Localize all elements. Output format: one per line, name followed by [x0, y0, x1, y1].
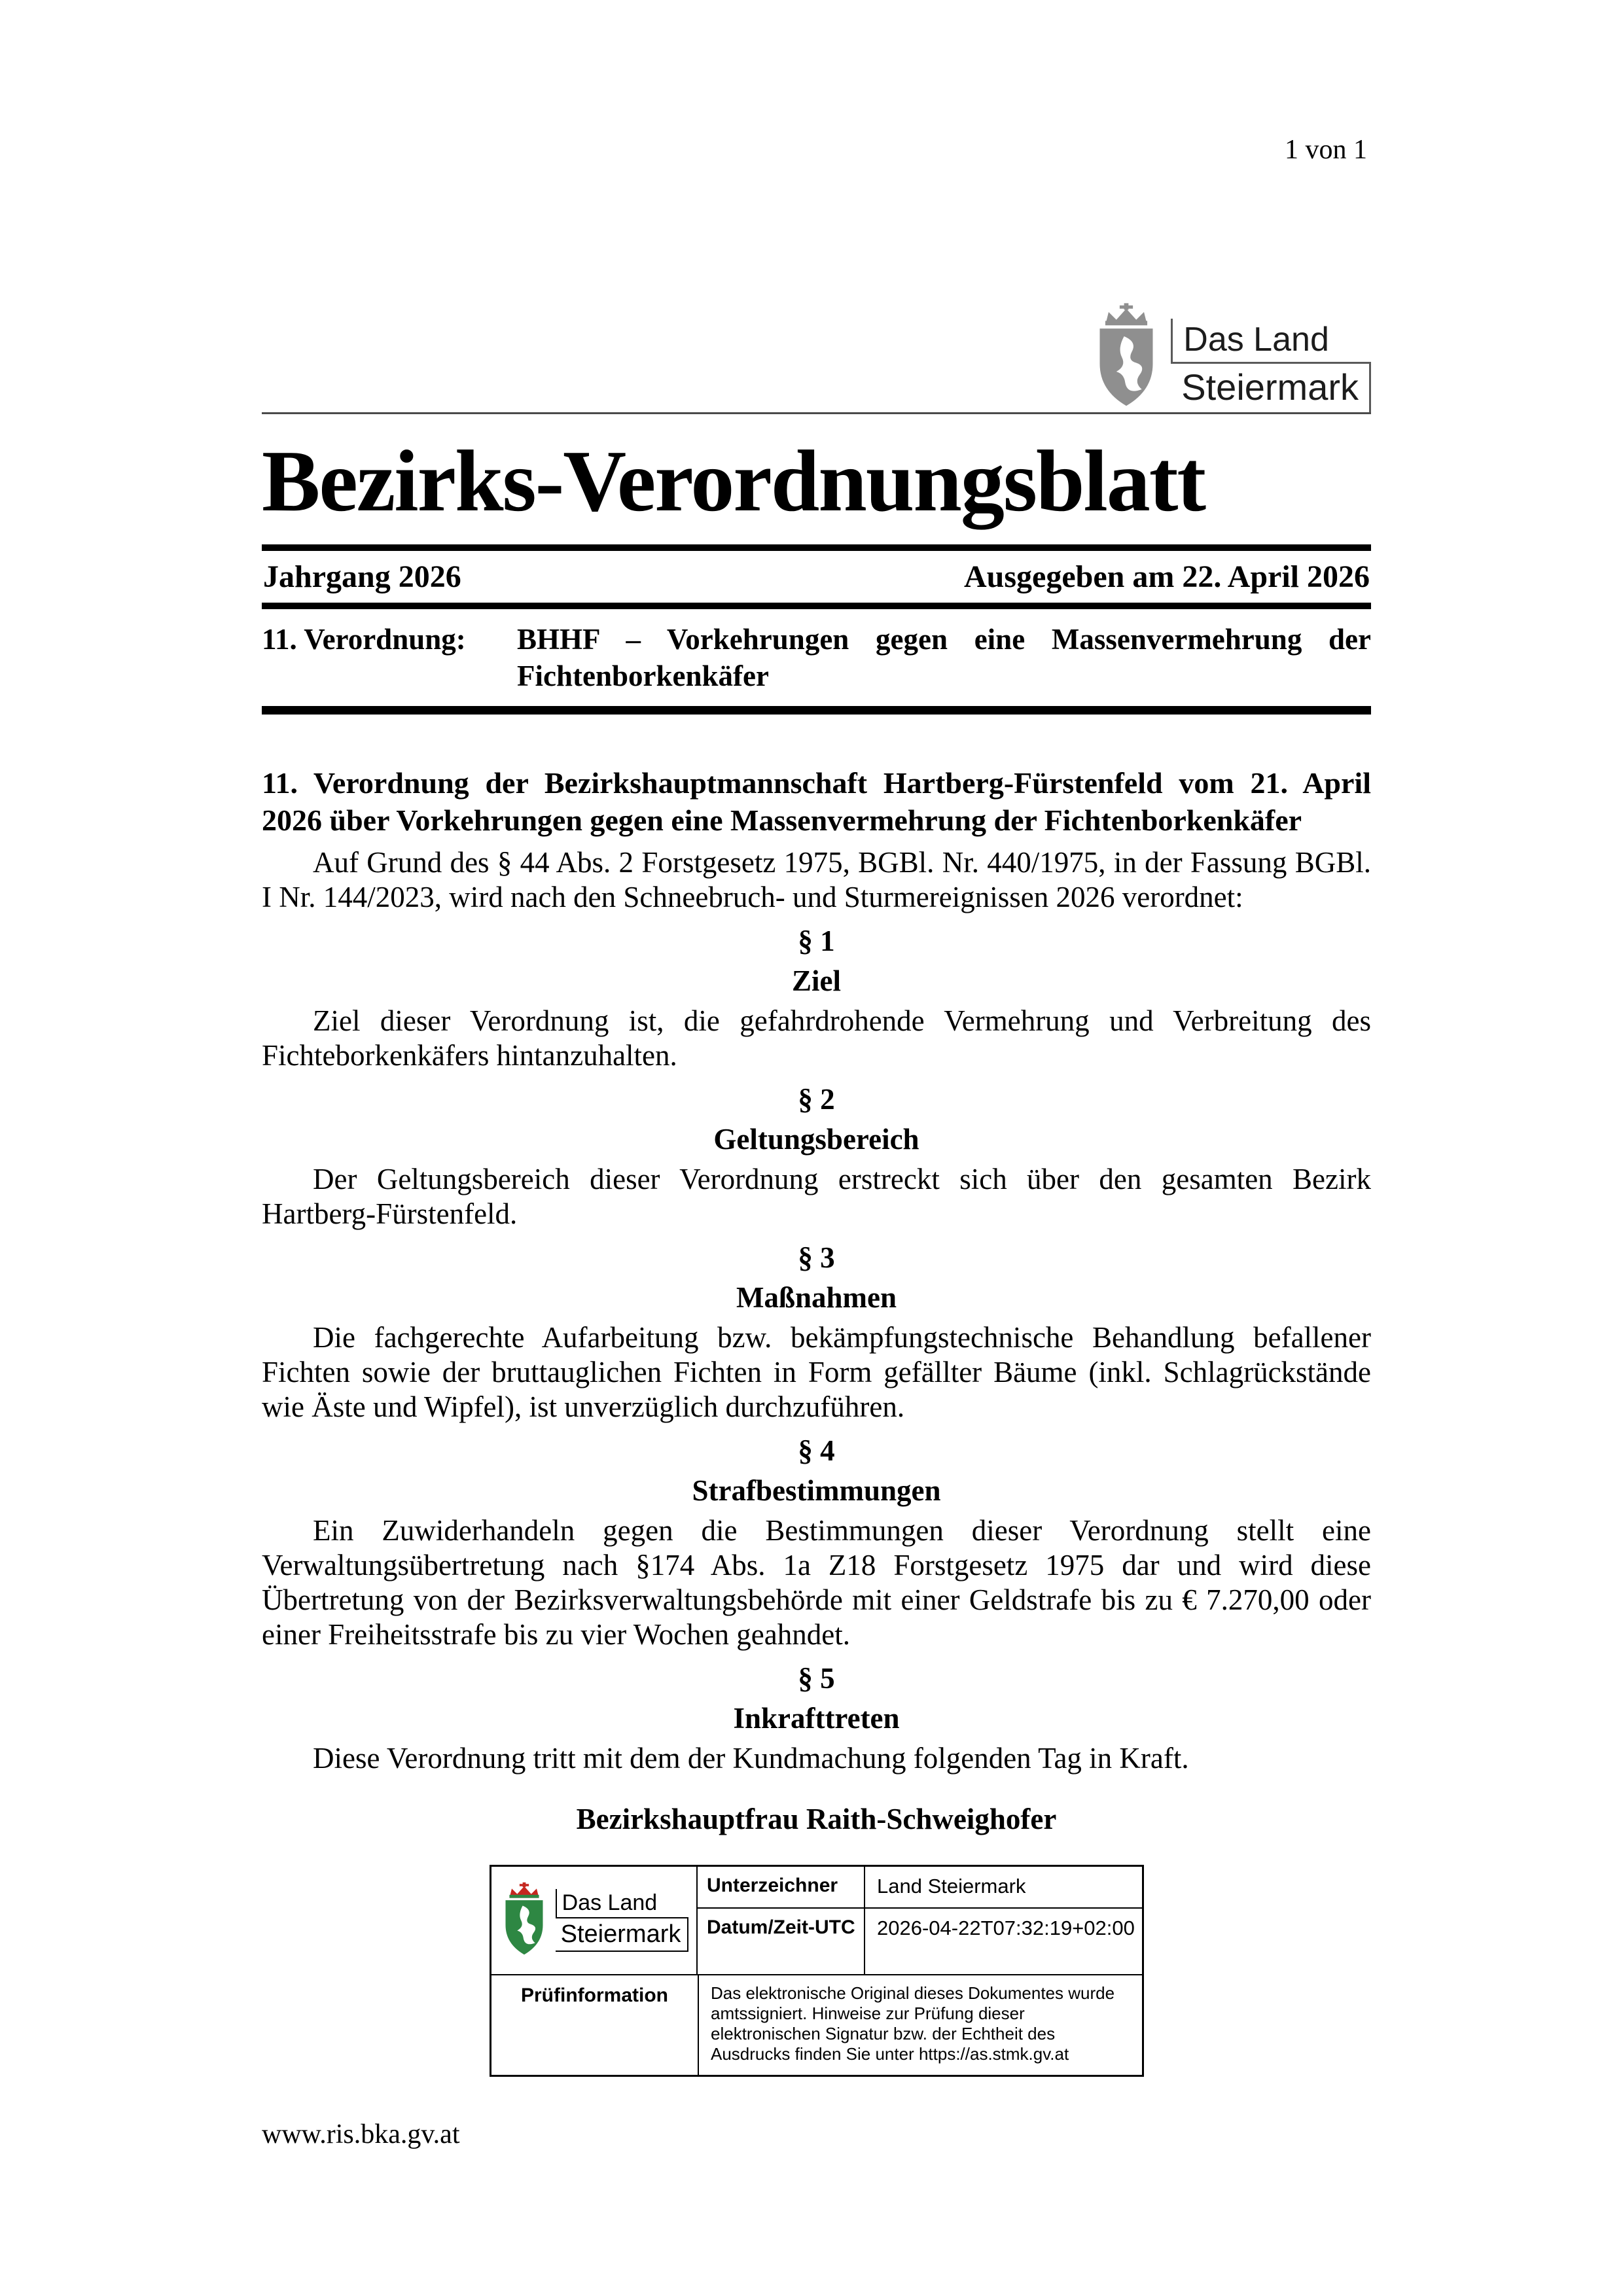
page-content — [262, 0, 1371, 2150]
masthead-title: Bezirks-Verordnungsblatt — [262, 433, 1205, 529]
toc-number-label: 11. Verordnung: — [262, 622, 466, 656]
signature-label-pruefinformation: Prüfinformation — [491, 1974, 698, 2075]
logo-line1: Das Land — [1171, 319, 1371, 364]
section-number: § 2 — [798, 1082, 835, 1116]
footer-url: www.ris.bka.gv.at — [262, 2119, 460, 2149]
section-text: Ziel dieser Verordnung ist, die gefahrdrohende Vermehrung und Verbreitung des Fichteborkenkäfers hintanzuhalten. — [262, 1004, 1371, 1072]
signature-value-pruefinformation: Das elektronische Original dieses Dokumentes wurde amtssigniert. Hinweise zur Prüfung dieser elektronischen Signatur bzw. der Echtheit des Ausdrucks finden Sie unter https://as.stmk.gv.at — [698, 1974, 1142, 2075]
steiermark-coat-of-arms-color-icon — [499, 1882, 549, 1959]
section-number: § 1 — [798, 924, 835, 957]
electronic-signature-box — [490, 1865, 1144, 2077]
signature-value-unterzeichner: Land Steiermark — [864, 1867, 1142, 1909]
signer-name: Bezirkshauptfrau Raith-Schweighofer — [576, 1802, 1057, 1835]
section-title: Geltungsbereich — [713, 1122, 919, 1156]
signature-logo-line1: Das Land — [556, 1889, 689, 1918]
preamble-paragraph: Auf Grund des § 44 Abs. 2 Forstgesetz 1975, BGBl. Nr. 440/1975, in der Fassung BGBl. I Nr. 144/2023, wird nach den Schneebruch- und Sturmereignissen 2026 verordnet: — [262, 845, 1371, 913]
section-2 — [262, 1082, 1371, 1231]
section-text: Diese Verordnung tritt mit dem der Kundmachung folgenden Tag in Kraft. — [313, 1741, 1189, 1775]
section-3 — [262, 1241, 1371, 1424]
section-title: Strafbestimmungen — [692, 1474, 941, 1507]
signature-logo-wordmark — [556, 1889, 689, 1952]
section-title: Ziel — [792, 964, 841, 997]
header — [262, 291, 1371, 414]
section-number: § 5 — [798, 1661, 835, 1695]
land-steiermark-logo — [1091, 302, 1371, 412]
logo-line2: Steiermark — [1171, 364, 1371, 412]
divider-rule — [262, 706, 1371, 715]
section-title: Inkrafttreten — [733, 1701, 900, 1735]
section-number: § 3 — [798, 1241, 835, 1274]
signature-value-datum: 2026-04-22T07:32:19+02:00 — [864, 1909, 1142, 1974]
section-text: Der Geltungsbereich dieser Verordnung erstreckt sich über den gesamten Bezirk Hartberg-Fürstenfeld. — [262, 1162, 1371, 1230]
signature-logo-cell — [491, 1867, 698, 1974]
section-text: Die fachgerechte Aufarbeitung bzw. bekämpfungstechnische Behandlung befallener Fichten sowie der bruttauglichen Fichten in Form gefällter Bäume (inkl. Schlagrückstände wie Äste und Wipfel), ist unverzüglich durchzuführen. — [262, 1320, 1371, 1423]
section-text: Ein Zuwiderhandeln gegen die Bestimmungen dieser Verordnung stellt eine Verwaltungsübertretung nach §174 Abs. 1a Z18 Forstgesetz 1975 dar und wird diese Übertretung von der Bezirksverwaltungsbehörde mit einer Geldstrafe bis zu € 7.270,00 oder einer Freiheitsstrafe bis zu vier Wochen geahndet. — [262, 1513, 1371, 1651]
issue-bar — [262, 544, 1371, 609]
signature-logo-line2: Steiermark — [556, 1918, 689, 1952]
issue-year: Jahrgang 2026 — [263, 559, 461, 594]
section-title: Maßnahmen — [736, 1280, 897, 1314]
regulation-heading: 11. Verordnung der Bezirkshauptmannschaft Hartberg-Fürstenfeld vom 21. April 2026 über Vorkehrungen gegen eine Massenvermehrung der Fichtenborkenkäfer — [262, 766, 1371, 837]
signature-label-datum: Datum/Zeit-UTC — [707, 1916, 855, 1938]
steiermark-coat-of-arms-icon — [1091, 302, 1162, 412]
toc-title-text: BHHF – Vorkehrungen gegen eine Massenvermehrung der Fichtenborkenkäfer — [517, 622, 1371, 692]
section-1 — [262, 924, 1371, 1073]
section-number: § 4 — [798, 1434, 835, 1467]
page-number: 1 von 1 — [1285, 135, 1367, 165]
section-4 — [262, 1434, 1371, 1652]
section-5 — [262, 1661, 1371, 1776]
issue-date: Ausgegeben am 22. April 2026 — [963, 559, 1370, 594]
logo-wordmark — [1171, 319, 1371, 412]
signature-label-unterzeichner: Unterzeichner — [698, 1867, 864, 1909]
toc-entry — [262, 621, 1371, 694]
